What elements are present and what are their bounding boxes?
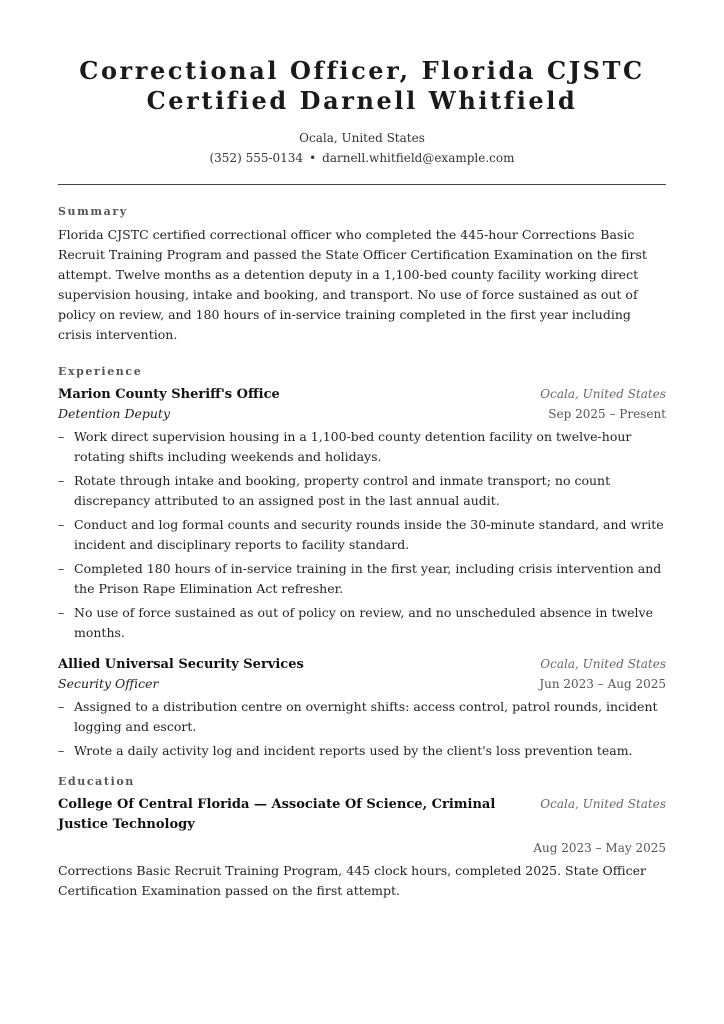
- job-role: Security Officer: [58, 676, 159, 691]
- job-location: Ocala, United States: [540, 387, 666, 401]
- job-entry: [58, 385, 666, 643]
- job-header: [58, 655, 666, 675]
- job-bullet: [58, 697, 666, 737]
- section-title-education: Education: [58, 775, 135, 788]
- bullet-text: No use of force sustained as out of policy on review, and no unscheduled absence in twelve months.: [74, 605, 654, 640]
- education-section: [58, 775, 666, 901]
- job-bullet: [58, 741, 666, 761]
- bullet-text: Conduct and log formal counts and security rounds inside the 30-minute standard, and write incident and disciplinary reports to facility standard.: [74, 517, 664, 552]
- candidate-name: Correctional Officer, Florida CJSTC Certified Darnell Whitfield: [79, 56, 645, 115]
- summary-text: Florida CJSTC certified correctional officer who completed the 445-hour Corrections Basic Recruit Training Program and passed the State Officer Certification Examination on the first attempt. Twelve months as a detention deputy in a 1,100-bed county facility working direct supervision housing, intake and booking, and transport. No use of force sustained as out of policy on review, and 180 hours of in-service training completed in the first year including crisis intervention.: [58, 227, 647, 342]
- contact-location: Ocala, United States: [299, 131, 425, 145]
- job-dates: Sep 2025 – Present: [548, 407, 666, 421]
- job-bullet: [58, 427, 666, 467]
- job-employer: Marion County Sheriff's Office: [58, 387, 280, 402]
- section-title-experience: Experience: [58, 365, 143, 378]
- job-bullets: [58, 427, 666, 643]
- bullet-marker: –: [58, 605, 65, 620]
- job-subheader: [58, 675, 666, 693]
- bullet-text: Work direct supervision housing in a 1,100-bed county detention facility on twelve-hour rotating shifts including weekends and holidays.: [74, 429, 632, 464]
- education-location: Ocala, United States: [540, 797, 666, 811]
- education-dates-row: [58, 839, 666, 857]
- job-bullet: [58, 471, 666, 511]
- job-role: Detention Deputy: [58, 406, 171, 421]
- job-bullet: [58, 515, 666, 555]
- section-title-summary: Summary: [58, 205, 128, 218]
- job-dates: Jun 2023 – Aug 2025: [539, 677, 666, 691]
- bullet-text: Rotate through intake and booking, property control and inmate transport; no count discrepancy attributed to an assigned post in the last annual audit.: [74, 473, 611, 508]
- bullet-marker: –: [58, 429, 65, 444]
- job-bullet: [58, 603, 666, 643]
- job-employer: Allied Universal Security Services: [58, 657, 304, 672]
- job-bullet: [58, 559, 666, 599]
- bullet-marker: –: [58, 473, 65, 488]
- experience-section: [58, 365, 666, 761]
- education-dates: Aug 2023 – May 2025: [533, 841, 666, 855]
- bullet-marker: –: [58, 561, 65, 576]
- education-header: [58, 795, 666, 835]
- contact-email[interactable]: darnell.whitfield@example.com: [322, 151, 515, 165]
- education-school-degree: College Of Central Florida — Associate Of Science, Criminal Justice Technology: [58, 797, 496, 832]
- job-subheader: [58, 405, 666, 423]
- summary-section: [58, 205, 666, 345]
- bullet-marker: –: [58, 699, 65, 714]
- job-location: Ocala, United States: [540, 657, 666, 671]
- bullet-text: Completed 180 hours of in-service training in the first year, including crisis intervention and the Prison Rape Elimination Act refresher.: [74, 561, 662, 596]
- bullet-text: Assigned to a distribution centre on overnight shifts: access control, patrol rounds, incident logging and escort.: [74, 699, 658, 734]
- job-header: [58, 385, 666, 405]
- resume-page: [58, 0, 666, 901]
- job-entry: [58, 655, 666, 761]
- education-text: Corrections Basic Recruit Training Program, 445 clock hours, completed 2025. State Officer Certification Examination passed on the first attempt.: [58, 863, 646, 898]
- bullet-text: Wrote a daily activity log and incident reports used by the client's loss prevention team.: [74, 743, 633, 758]
- contact-separator: •: [309, 151, 317, 165]
- bullet-marker: –: [58, 743, 65, 758]
- bullet-marker: –: [58, 517, 65, 532]
- header-divider: [58, 184, 666, 185]
- contact-line: [58, 148, 666, 168]
- contact-phone: (352) 555-0134: [209, 151, 304, 165]
- job-bullets: [58, 697, 666, 761]
